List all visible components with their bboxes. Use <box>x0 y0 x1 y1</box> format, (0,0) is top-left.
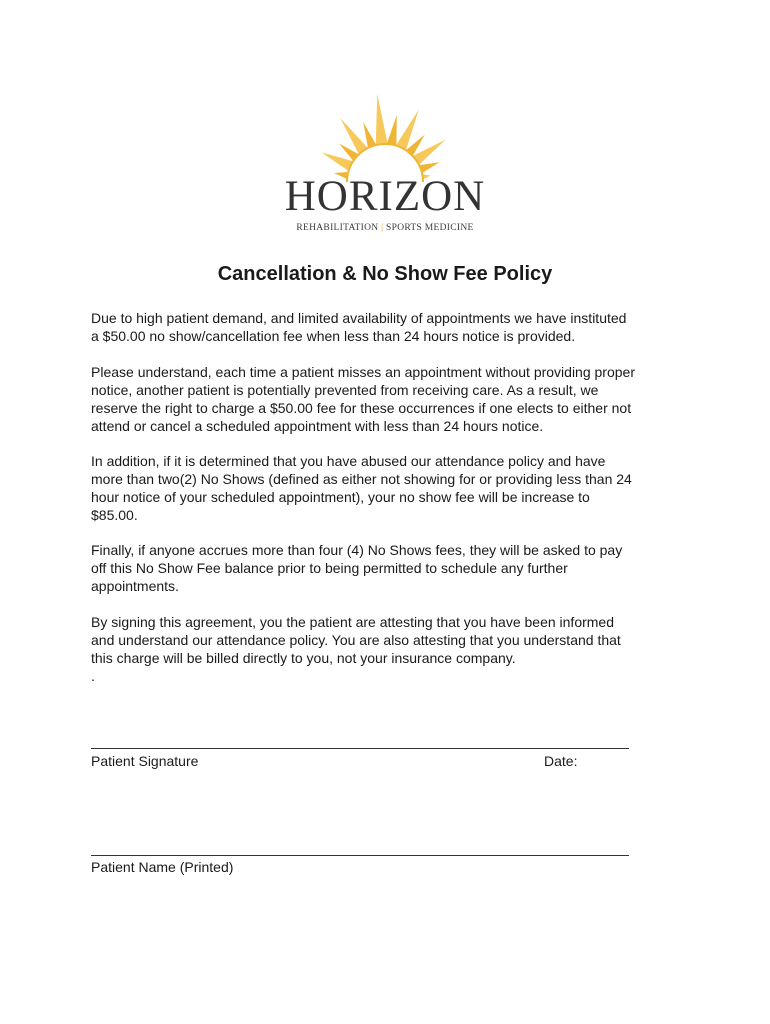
paragraph-agreement <box>91 613 691 685</box>
paragraph-line: Finally, if anyone accrues more than four (4) No Shows fees, they will be asked to pay <box>91 542 623 558</box>
paragraph-line: By signing this agreement, you the patient are attesting that you have been informed <box>91 614 614 630</box>
sun-ray <box>376 94 389 148</box>
date-label: Date: <box>544 753 578 769</box>
horizon-logo <box>280 90 490 238</box>
paragraph-abuse <box>91 452 691 524</box>
patient-signature-line[interactable] <box>91 748 629 749</box>
tagline-separator: | <box>381 223 384 233</box>
paragraph-finally <box>91 541 691 595</box>
paragraph-understand <box>91 363 691 435</box>
logo-wordmark: HORIZON <box>284 173 486 220</box>
patient-name-line[interactable] <box>91 855 629 856</box>
paragraph-line: Please understand, each time a patient misses an appointment without providing proper <box>91 364 635 380</box>
paragraph-line: this charge will be billed directly to you, not your insurance company. <box>91 650 516 666</box>
page-title: Cancellation & No Show Fee Policy <box>217 263 553 285</box>
paragraph-line: a $50.00 no show/cancellation fee when less than 24 hours notice is provided. <box>91 328 576 344</box>
paragraph-line: appointments. <box>91 578 179 594</box>
patient-signature-label: Patient Signature <box>91 753 199 769</box>
paragraph-line: . <box>91 668 95 684</box>
paragraph-line: $85.00. <box>91 507 138 523</box>
paragraph-line: attend or cancel a scheduled appointment with less than 24 hours notice. <box>91 418 544 434</box>
paragraph-line: off this No Show Fee balance prior to being permitted to schedule any further <box>91 560 568 576</box>
patient-name-label: Patient Name (Printed) <box>91 859 234 875</box>
paragraph-line: Due to high patient demand, and limited availability of appointments we have instituted <box>91 310 627 326</box>
tagline-right: SPORTS MEDICINE <box>386 223 474 233</box>
paragraph-line: notice, another patient is potentially prevented from receiving care. As a result, we <box>91 382 599 398</box>
paragraph-line: reserve the right to charge a $50.00 fee for these occurrences if one elects to either not <box>91 400 632 416</box>
paragraph-line: hour notice of your scheduled appointment), your no show fee will be increase to <box>91 489 590 505</box>
logo-tagline <box>280 223 490 233</box>
tagline-left: REHABILITATION <box>296 223 379 233</box>
paragraph-line: more than two(2) No Shows (defined as either not showing for or providing less than 24 <box>91 471 632 487</box>
paragraph-line: and understand our attendance policy. You are also attesting that you understand that <box>91 632 621 648</box>
paragraph-fee-intro <box>91 309 691 345</box>
paragraph-line: In addition, if it is determined that you have abused our attendance policy and have <box>91 453 606 469</box>
